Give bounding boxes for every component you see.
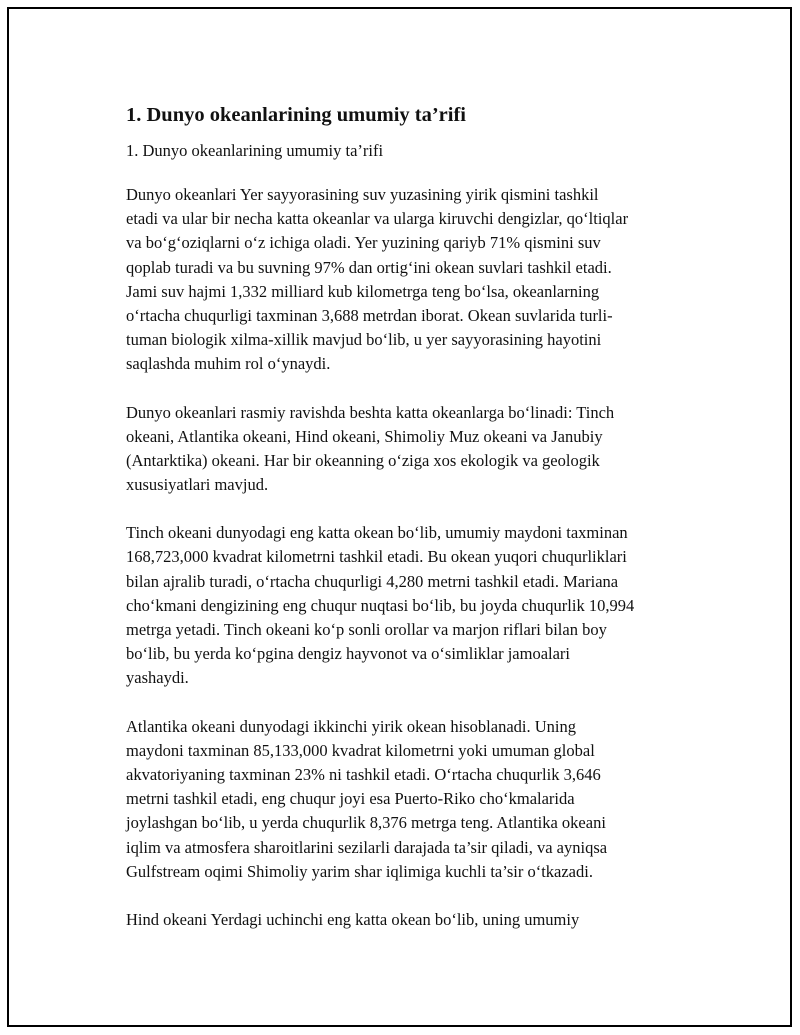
text-line: iqlim va atmosfera sharoitlarini sezilarli darajada ta’sir qiladi, va ayniqsa: [126, 837, 608, 857]
paragraph-intro: [126, 183, 700, 377]
text-line: okeani, Atlantika okeani, Hind okeani, Shimoliy Muz okeani va Janubiy: [126, 426, 603, 446]
text-line: metrni tashkil etadi, eng chuqur joyi esa Puerto-Riko cho‘kmalarida: [126, 789, 575, 809]
text-line: akvatoriyaning taxminan 23% ni tashkil etadi. O‘rtacha chuqurlik 3,646: [126, 764, 601, 784]
text-line: Dunyo okeanlari rasmiy ravishda beshta katta okeanlarga bo‘linadi: Tinch: [126, 402, 615, 422]
text-line: yashaydi.: [126, 668, 189, 688]
text-line: Hind okeani Yerdagi uchinchi eng katta okean bo‘lib, uning umumiy: [126, 909, 580, 929]
text-line: qoplab turadi va bu suvning 97% dan ortig‘ini okean suvlari tashkil etadi.: [126, 257, 612, 277]
text-line: Jami suv hajmi 1,332 milliard kub kilometrga teng bo‘lsa, okeanlarning: [126, 281, 600, 301]
text-line: metrga yetadi. Tinch okeani ko‘p sonli orollar va marjon riflari bilan boy: [126, 620, 607, 639]
text-line: Atlantika okeani dunyodagi ikkinchi yirik okean hisoblanadi. Uning: [126, 716, 576, 736]
text-line: maydoni taxminan 85,133,000 kvadrat kilometrni yoki umuman global: [126, 740, 595, 760]
text-line: Gulfstream oqimi Shimoliy yarim shar iqlimiga kuchli ta’sir o‘tkazadi.: [126, 861, 593, 881]
paragraph-pacific: [126, 521, 700, 690]
text-line: xususiyatlari mavjud.: [126, 475, 269, 495]
document-body: [126, 101, 700, 956]
text-line: tuman biologik xilma-xillik mavjud bo‘lib, u yer sayyorasining hayotini: [126, 330, 602, 350]
paragraph-indian: [126, 908, 700, 932]
page-frame: [7, 7, 792, 1027]
text-line: (Antarktika) okeani. Har bir okeanning o‘ziga xos ekologik va geologik: [126, 450, 600, 470]
text-line: 168,723,000 kvadrat kilometrni tashkil etadi. Bu okean yuqori chuqurliklari: [126, 547, 627, 567]
text-line: Dunyo okeanlari Yer sayyorasining suv yuzasining yirik qismini tashkil: [126, 185, 599, 204]
document-heading: 1. Dunyo okeanlarining umumiy ta’rifi: [126, 104, 466, 126]
paragraph-atlantic: [126, 715, 700, 884]
text-line: cho‘kmani dengizining eng chuqur nuqtasi bo‘lib, bu joyda chuqurlik 10,994: [126, 595, 635, 615]
paragraph-five-oceans: [126, 401, 700, 498]
text-line: etadi va ular bir necha katta okeanlar va ularga kiruvchi dengizlar, qo‘ltiqlar: [126, 209, 629, 229]
text-line: joylashgan bo‘lib, u yerda chuqurlik 8,376 metrga teng. Atlantika okeani: [126, 813, 606, 833]
text-line: o‘rtacha chuqurligi taxminan 3,688 metrdan iborat. Okean suvlarida turli-: [126, 305, 613, 325]
text-line: Tinch okeani dunyodagi eng katta okean bo‘lib, umumiy maydoni taxminan: [126, 523, 628, 543]
text-line: saqlashda muhim rol o‘ynaydi.: [126, 354, 331, 374]
text-line: bilan ajralib turadi, o‘rtacha chuqurligi 4,280 metrni tashkil etadi. Mariana: [126, 571, 619, 591]
section-subheading: 1. Dunyo okeanlarining umumiy ta’rifi: [126, 141, 384, 160]
text-line: bo‘lib, bu yerda ko‘pgina dengiz hayvonot va o‘simliklar jamoalari: [126, 644, 571, 664]
text-line: va bo‘g‘oziqlarni o‘z ichiga oladi. Yer yuzining qariyb 71% qismini suv: [126, 233, 601, 253]
